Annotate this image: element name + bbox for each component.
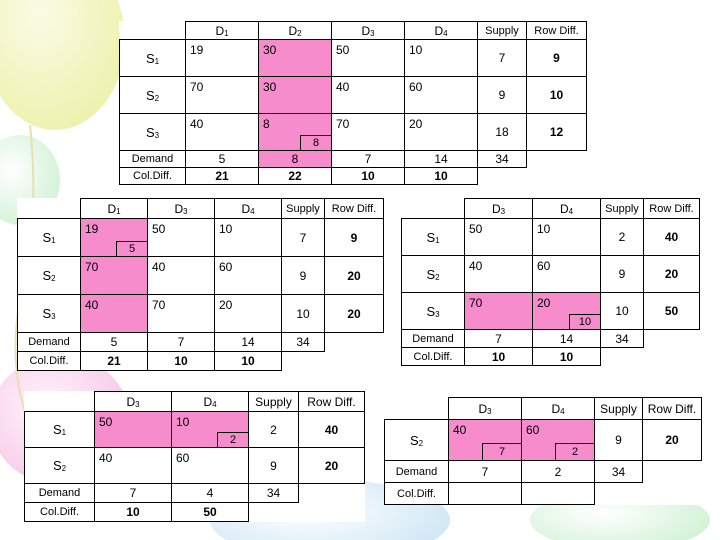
empty-cell xyxy=(282,352,325,371)
row-diff-header: Row Diff. xyxy=(643,398,702,420)
col-header-d2: $D_2$ xyxy=(259,22,332,40)
cost-cell: 50 xyxy=(148,219,215,257)
supply-value: 9 xyxy=(282,257,325,295)
demand-value: 14 xyxy=(405,151,478,168)
demand-row xyxy=(402,330,700,348)
cost-cell: 60 xyxy=(215,257,282,295)
row-label: $S_2$ xyxy=(18,257,81,295)
corner-cell xyxy=(18,199,81,219)
empty-cell xyxy=(601,348,644,366)
allocation-box: 2 xyxy=(555,443,594,460)
row-diff-value: 40 xyxy=(299,412,365,448)
supply-value: 2 xyxy=(601,219,644,256)
subscript-digit: 4 xyxy=(568,206,574,216)
col-diff-row xyxy=(385,483,702,505)
subscript-digit: 2 xyxy=(154,93,160,103)
cost-cell-allocated: 19 5 xyxy=(81,219,148,257)
row-diff-header: Row Diff. xyxy=(527,22,587,40)
supply-value: 7 xyxy=(478,40,527,77)
empty-cell xyxy=(527,168,587,185)
allocation-box: 8 xyxy=(300,135,331,150)
cost-cell: 70 xyxy=(148,295,215,333)
row-diff-value: 20 xyxy=(325,257,384,295)
subscript-digit: 2 xyxy=(418,438,424,448)
row-label: $S_3$ xyxy=(120,114,186,151)
allocation-box: 5 xyxy=(116,241,147,256)
cost-cell: 20 xyxy=(215,295,282,333)
vam-table-step4 xyxy=(24,391,365,522)
row-label: $S_3$ xyxy=(18,295,81,333)
row-label: $S_1$ xyxy=(25,412,95,448)
table-row xyxy=(120,77,587,114)
demand-value: 7 xyxy=(465,330,533,348)
table-row xyxy=(402,256,700,293)
cost-cell: 40 xyxy=(148,257,215,295)
subscript-digit: 3 xyxy=(370,28,375,38)
subscript-digit: 2 xyxy=(51,274,56,283)
subscript-digit: 4 xyxy=(560,406,565,416)
demand-label: Demand xyxy=(18,333,81,352)
col-diff-value: 22 xyxy=(259,168,332,185)
col-diff-row xyxy=(402,348,700,366)
cost-cell-highlighted: 70 xyxy=(465,293,533,330)
col-diff-label: Col.Diff. xyxy=(385,483,449,505)
row-label: $S_2$ xyxy=(402,256,465,293)
row-diff-value: 20 xyxy=(643,420,702,461)
demand-row xyxy=(18,333,384,352)
row-diff-value: 20 xyxy=(299,448,365,484)
corner-cell xyxy=(402,199,465,219)
cost-cell-highlighted: 50 xyxy=(95,412,172,448)
col-header-d4: $D_4$ xyxy=(172,392,249,412)
col-diff-value: 10 xyxy=(405,168,478,185)
col-diff-value: 21 xyxy=(81,352,148,371)
cost-cell: 10 xyxy=(215,219,282,257)
empty-cell xyxy=(478,168,527,185)
subscript-digit: 3 xyxy=(135,399,140,409)
table-row xyxy=(120,114,587,151)
supply-value: 10 xyxy=(282,295,325,333)
table-row xyxy=(385,420,702,461)
col-header-d4: $D_4$ xyxy=(533,199,601,219)
row-label: $S_1$ xyxy=(120,40,186,77)
subscript-digit: 2 xyxy=(297,28,302,38)
col-header-d1: $D_1$ xyxy=(186,22,259,40)
supply-value: 9 xyxy=(595,420,643,461)
subscript-digit: 1 xyxy=(154,56,160,66)
empty-cell xyxy=(644,330,700,348)
subscript-digit: 1 xyxy=(61,428,67,437)
demand-value: 14 xyxy=(215,333,282,352)
allocation-box: 2 xyxy=(217,432,248,447)
cost-cell: 10 xyxy=(533,219,601,256)
supply-header: Supply xyxy=(249,392,299,412)
supply-value: 10 xyxy=(601,293,644,330)
cost-cell: 40 xyxy=(95,448,172,484)
col-diff-value: 10 xyxy=(332,168,405,185)
total-value: 34 xyxy=(601,330,644,348)
empty-cell xyxy=(299,484,365,503)
total-value: 34 xyxy=(249,484,299,503)
row-diff-value: 50 xyxy=(644,293,700,330)
subscript-digit: 1 xyxy=(116,206,121,216)
col-header-d3: $D_3$ xyxy=(332,22,405,40)
allocation-box: 7 xyxy=(482,443,521,460)
table-row xyxy=(402,219,700,256)
col-diff-value: 10 xyxy=(465,348,533,366)
demand-label: Demand xyxy=(25,484,95,503)
subscript-digit: 4 xyxy=(443,28,448,38)
empty-cell xyxy=(595,483,643,505)
subscript-digit: 1 xyxy=(435,235,440,245)
supply-value: 9 xyxy=(249,448,299,484)
demand-row xyxy=(120,151,587,168)
supply-value: 7 xyxy=(282,219,325,257)
cost-cell: 19 xyxy=(186,40,259,77)
col-diff-value xyxy=(522,483,595,505)
subscript-digit: 3 xyxy=(500,206,506,216)
subscript-digit: 3 xyxy=(183,206,188,216)
table-row xyxy=(25,412,365,448)
row-diff-value: 20 xyxy=(644,256,700,293)
empty-cell xyxy=(325,352,384,371)
table-row xyxy=(120,40,587,77)
supply-value: 18 xyxy=(478,114,527,151)
col-diff-value: 50 xyxy=(172,503,249,522)
row-diff-value: 10 xyxy=(527,77,587,114)
empty-cell xyxy=(249,503,299,522)
col-header-d4: $D_4$ xyxy=(215,199,282,219)
subscript-digit: 3 xyxy=(487,406,492,416)
empty-cell xyxy=(643,483,702,505)
col-diff-row xyxy=(120,168,587,185)
row-diff-value: 9 xyxy=(527,40,587,77)
total-value: 34 xyxy=(595,461,643,483)
vam-table-step2 xyxy=(17,198,384,371)
cost-cell: 50 xyxy=(332,40,405,77)
supply-header: Supply xyxy=(478,22,527,40)
demand-row xyxy=(385,461,702,483)
demand-value: 8 xyxy=(259,151,332,168)
table-row xyxy=(18,219,384,257)
cost-cell-allocated: 8 8 xyxy=(259,114,332,151)
demand-value: 7 xyxy=(148,333,215,352)
demand-row xyxy=(25,484,365,503)
subscript-digit: 1 xyxy=(224,28,229,38)
row-diff-value: 40 xyxy=(644,219,700,256)
row-label: $S_1$ xyxy=(402,219,465,256)
empty-cell xyxy=(643,461,702,483)
row-diff-value: 9 xyxy=(325,219,384,257)
empty-cell xyxy=(527,151,587,168)
row-diff-value: 20 xyxy=(325,295,384,333)
table-row xyxy=(402,293,700,330)
empty-cell xyxy=(299,503,365,522)
col-diff-value xyxy=(449,483,522,505)
subscript-digit: 3 xyxy=(154,130,160,140)
allocation-box: 10 xyxy=(569,314,600,329)
row-label: $S_2$ xyxy=(120,77,186,114)
cost-cell: 40 xyxy=(465,256,533,293)
col-diff-row xyxy=(25,503,365,522)
demand-label: Demand xyxy=(120,151,186,168)
subscript-digit: 2 xyxy=(61,464,67,473)
subscript-digit: 2 xyxy=(435,272,440,282)
demand-label: Demand xyxy=(402,330,465,348)
cost-cell: 50 xyxy=(465,219,533,256)
col-header-d4: $D_4$ xyxy=(405,22,478,40)
cost-cell: 70 xyxy=(332,114,405,151)
col-diff-value: 10 xyxy=(215,352,282,371)
col-header-d3: $D_3$ xyxy=(148,199,215,219)
total-value: 34 xyxy=(478,151,527,168)
col-diff-label: Col.Diff. xyxy=(120,168,186,185)
supply-header: Supply xyxy=(601,199,644,219)
col-diff-label: Col.Diff. xyxy=(25,503,95,522)
cost-cell-allocated: 20 10 xyxy=(533,293,601,330)
cost-cell-highlighted: 70 xyxy=(81,257,148,295)
col-header-d3: $D_3$ xyxy=(95,392,172,412)
demand-value: 5 xyxy=(81,333,148,352)
corner-cell xyxy=(120,22,186,40)
col-diff-label: Col.Diff. xyxy=(18,352,81,371)
cost-cell: 10 xyxy=(405,40,478,77)
row-diff-value: 12 xyxy=(527,114,587,151)
cost-cell: 20 xyxy=(405,114,478,151)
row-diff-header: Row Diff. xyxy=(299,392,365,412)
col-diff-value: 21 xyxy=(186,168,259,185)
row-diff-header: Row Diff. xyxy=(325,199,384,219)
col-diff-label: Col.Diff. xyxy=(402,348,465,366)
corner-cell xyxy=(25,392,95,412)
cost-cell: 60 xyxy=(172,448,249,484)
col-diff-value: 10 xyxy=(533,348,601,366)
row-diff-header: Row Diff. xyxy=(644,199,700,219)
cost-cell-allocated: 10 2 xyxy=(172,412,249,448)
cost-cell: 40 xyxy=(186,114,259,151)
subscript-digit: 3 xyxy=(435,309,440,319)
col-diff-value: 10 xyxy=(148,352,215,371)
empty-cell xyxy=(325,333,384,352)
col-diff-row xyxy=(18,352,384,371)
vam-table-initial xyxy=(119,21,587,185)
cost-cell-highlighted: 40 xyxy=(81,295,148,333)
cost-cell-allocated: 40 7 xyxy=(449,420,522,461)
vam-table-final xyxy=(384,397,702,505)
table-row xyxy=(18,257,384,295)
demand-label: Demand xyxy=(385,461,449,483)
demand-value: 7 xyxy=(449,461,522,483)
demand-value: 5 xyxy=(186,151,259,168)
table-row xyxy=(18,295,384,333)
col-header-d4: $D_4$ xyxy=(522,398,595,420)
supply-header: Supply xyxy=(595,398,643,420)
cost-cell: 60 xyxy=(533,256,601,293)
demand-value: 7 xyxy=(332,151,405,168)
cost-cell: 40 xyxy=(332,77,405,114)
total-value: 34 xyxy=(282,333,325,352)
supply-header: Supply xyxy=(282,199,325,219)
corner-cell xyxy=(385,398,449,420)
supply-value: 9 xyxy=(478,77,527,114)
row-label: $S_1$ xyxy=(18,219,81,257)
cost-cell: 60 xyxy=(405,77,478,114)
col-header-d3: $D_3$ xyxy=(465,199,533,219)
cost-cell-highlighted: 30 xyxy=(259,40,332,77)
demand-value: 14 xyxy=(533,330,601,348)
subscript-digit: 4 xyxy=(250,206,255,216)
row-label: $S_3$ xyxy=(402,293,465,330)
subscript-digit: 1 xyxy=(51,236,56,245)
demand-value: 4 xyxy=(172,484,249,503)
demand-value: 2 xyxy=(522,461,595,483)
cost-cell-allocated: 60 2 xyxy=(522,420,595,461)
vam-table-step3 xyxy=(401,198,700,366)
col-header-d1: $D_1$ xyxy=(81,199,148,219)
yellow-balloon xyxy=(0,0,125,130)
demand-value: 7 xyxy=(95,484,172,503)
supply-value: 9 xyxy=(601,256,644,293)
col-header-d3: $D_3$ xyxy=(449,398,522,420)
subscript-digit: 4 xyxy=(212,399,217,409)
table-row xyxy=(25,448,365,484)
empty-cell xyxy=(644,348,700,366)
row-label: $S_2$ xyxy=(25,448,95,484)
subscript-digit: 3 xyxy=(51,312,56,321)
supply-value: 2 xyxy=(249,412,299,448)
col-diff-value: 10 xyxy=(95,503,172,522)
cost-cell: 70 xyxy=(186,77,259,114)
row-label: $S_2$ xyxy=(385,420,449,461)
cost-cell-highlighted: 30 xyxy=(259,77,332,114)
